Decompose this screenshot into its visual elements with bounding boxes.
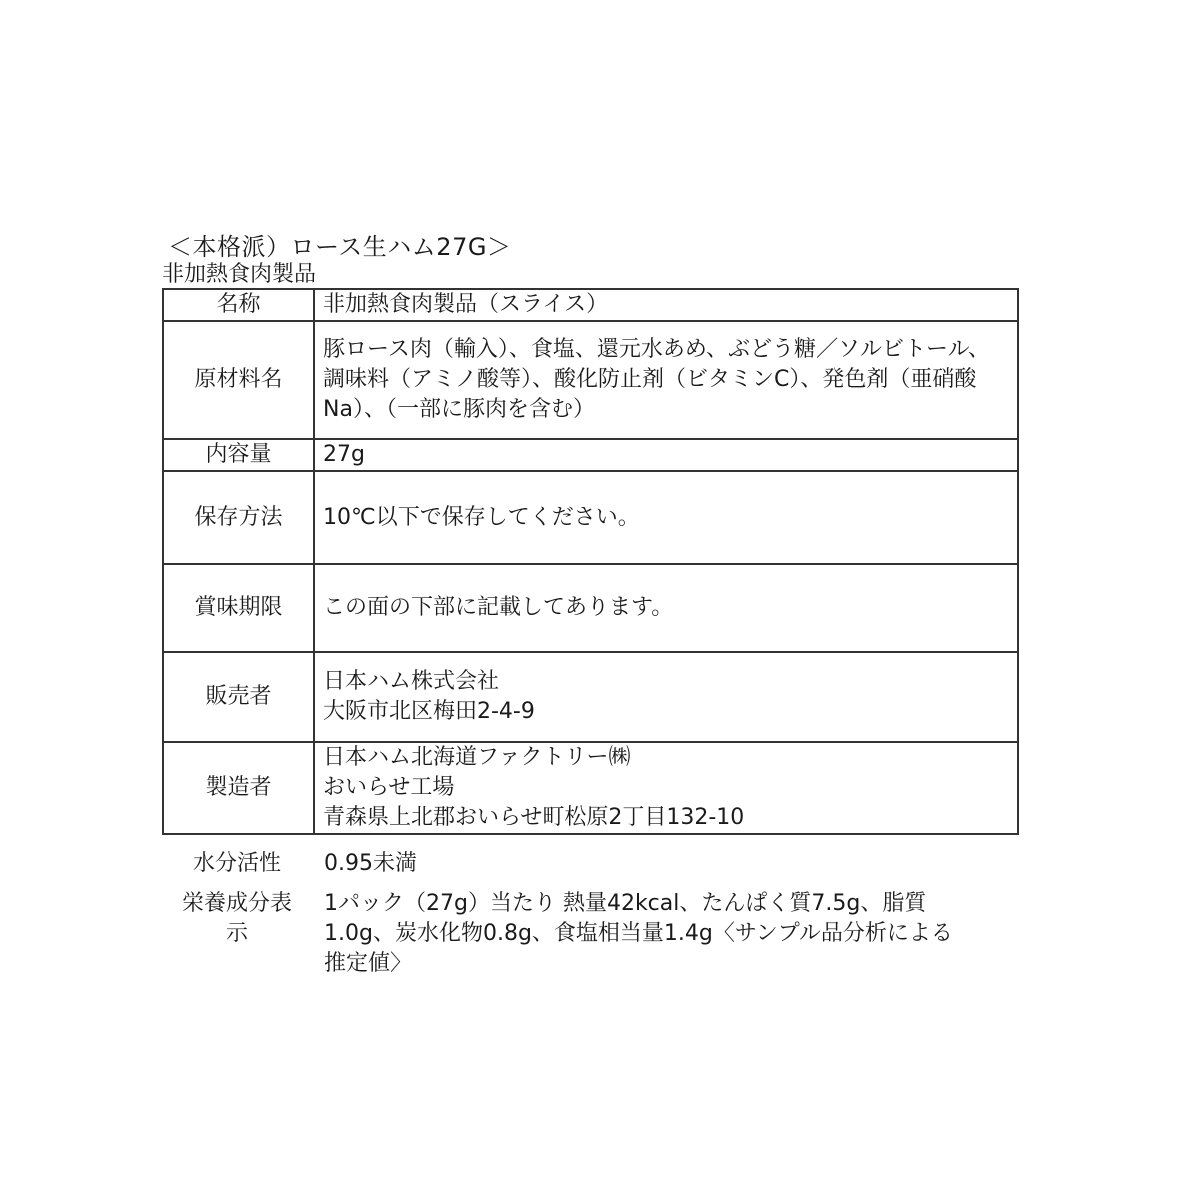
row-label-quantity: 内容量: [163, 439, 314, 471]
row-value-best-before: [314, 564, 1018, 652]
table-row: [163, 289, 1018, 321]
nutrition-value-line: 1.0g、炭水化物0.8g、食塩相当量1.4g〈サンプル品分析による: [324, 921, 953, 946]
water-activity-value: 0.95未満: [324, 851, 417, 876]
product-category: 非加熱食肉製品: [162, 262, 317, 287]
spec-table: [162, 288, 1019, 835]
row-value-seller: [314, 652, 1018, 742]
product-title: ＜本格派）ロース生ハム27G＞: [168, 233, 512, 261]
nutrition-label: [162, 889, 312, 979]
water-activity-label: 水分活性: [192, 851, 281, 876]
water-activity-row: [162, 849, 1019, 879]
nutrition-value-line: 推定値〉: [324, 951, 413, 976]
nutrition-label-line: 栄養成分表: [181, 891, 292, 916]
row-label-best-before: 賞味期限: [163, 564, 314, 652]
row-label-storage: 保存方法: [163, 471, 314, 564]
row-value-storage: [314, 471, 1018, 564]
value-line: おいらせ工場: [323, 775, 455, 800]
value-line: 非加熱食肉製品（スライス）: [323, 292, 609, 317]
nutrition-label-line: 示: [225, 921, 248, 946]
extra-info: [162, 849, 1019, 979]
table-row: [163, 652, 1018, 742]
value-line: 日本ハム株式会社: [323, 669, 500, 694]
value-line: 10℃以下で保存してください。: [323, 504, 640, 530]
value-line: 豚ロース肉（輸入）、食塩、還元水あめ、ぶどう糖／ソルビトール、: [323, 337, 990, 362]
nutrition-row: [162, 889, 1019, 979]
table-row: [163, 471, 1018, 564]
table-row: [163, 742, 1018, 834]
nutrition-value-line: 1パック（27g）当たり 熱量42kcal、たんぱく質7.5g、脂質: [324, 891, 927, 916]
row-label-name: 名称: [163, 289, 314, 321]
table-row: [163, 564, 1018, 652]
value-line: Na）、（一部に豚肉を含む）: [323, 397, 595, 422]
row-label-seller: 販売者: [163, 652, 314, 742]
row-value-name: [314, 289, 1018, 321]
table-row: [163, 321, 1018, 439]
value-line: 調味料（アミノ酸等）、酸化防止剤（ビタミンC）、発色剤（亜硝酸: [323, 367, 977, 392]
row-label-manufacturer: 製造者: [163, 742, 314, 834]
row-label-ingredients: 原材料名: [163, 321, 314, 439]
row-value-manufacturer: [314, 742, 1018, 834]
label-document: [162, 232, 1022, 979]
row-value-quantity: [314, 439, 1018, 471]
value-line: この面の下部に記載してあります。: [323, 595, 674, 620]
value-line: 27g: [323, 442, 365, 467]
value-line: 大阪市北区梅田2-4-9: [323, 699, 535, 724]
value-line: 日本ハム北海道ファクトリー㈱: [323, 745, 631, 770]
row-value-ingredients: [314, 321, 1018, 439]
nutrition-value: [312, 889, 1019, 979]
table-row: [163, 439, 1018, 471]
value-line: 青森県上北郡おいらせ町松原2丁目132-10: [323, 805, 745, 830]
